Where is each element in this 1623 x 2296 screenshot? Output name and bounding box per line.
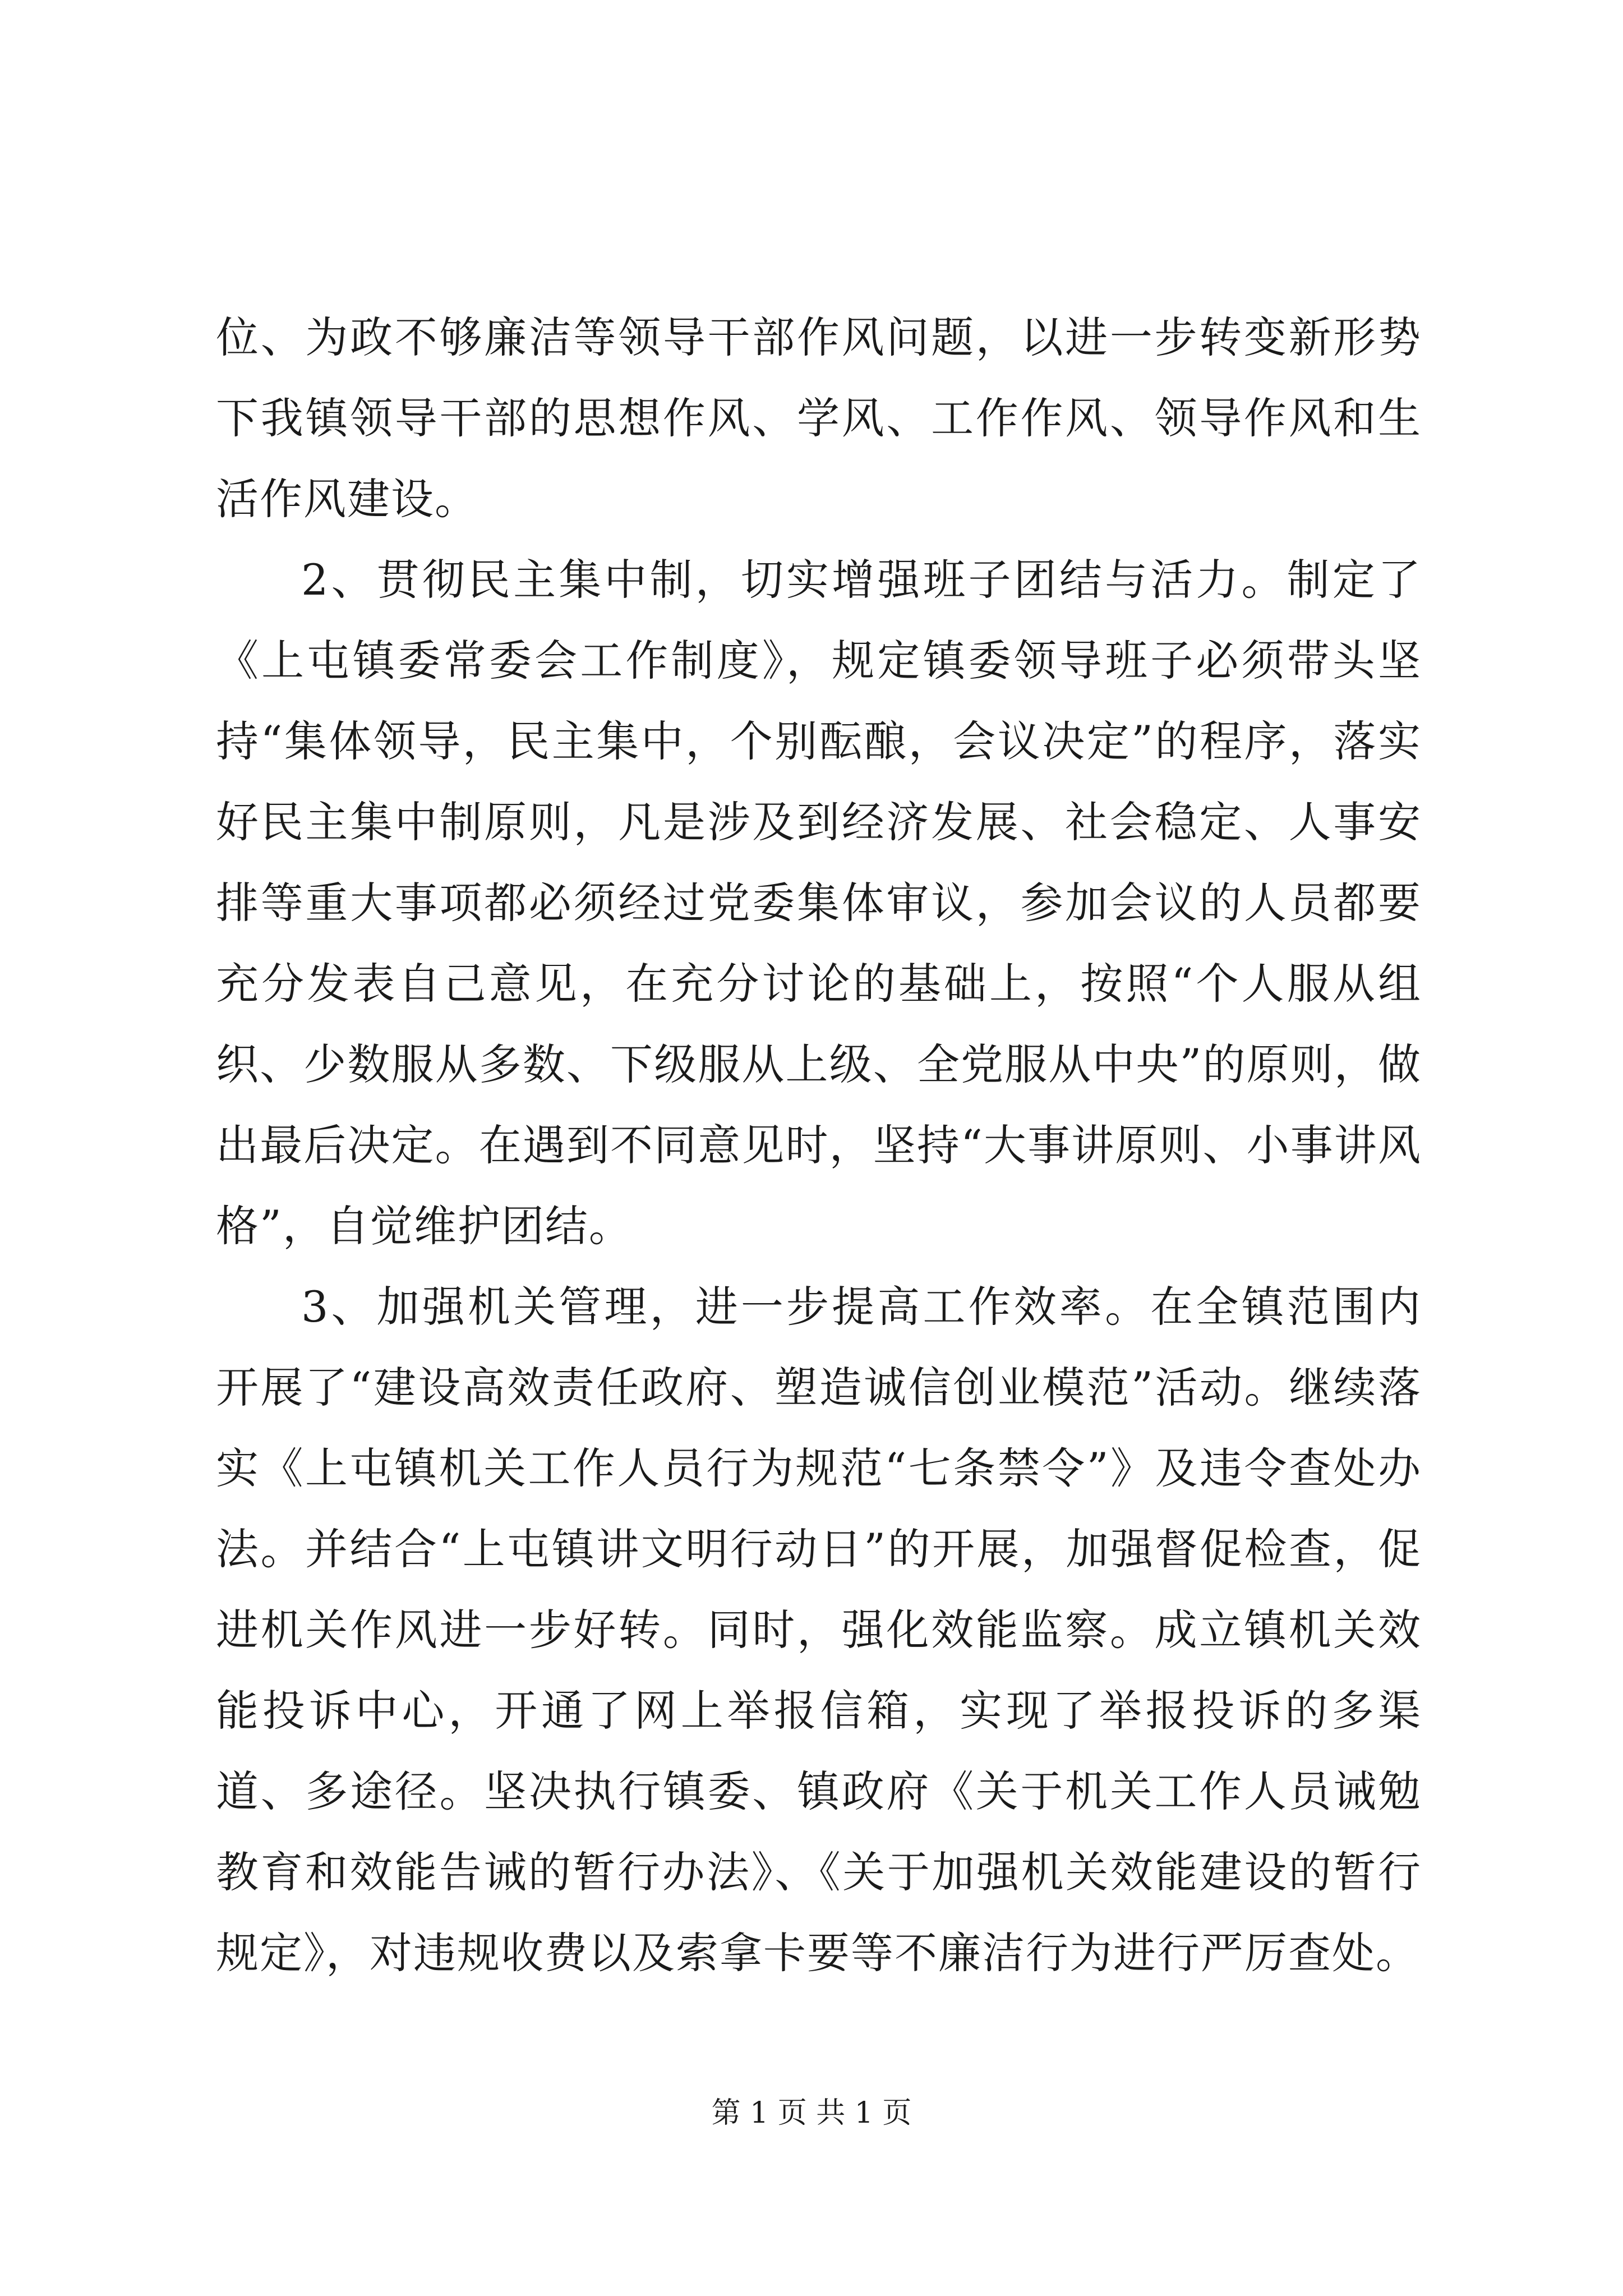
paragraph-item-3: 3、加强机关管理，进一步提高工作效率。在全镇范围内开展了“建设高效责任政府、塑造诚信创业模范”活动。继续落实《上屯镇机关工作人员行为规范“七条禁令”》及违令查处办法。并结合“上屯镇讲文明行动日”的开展，加强督促检查，促进机关作风进一步好转。同时，强化效能监察。成立镇机关效能投诉中心，开通了网上举报信箱，实现了举报投诉的多渠道、多途径。坚决执行镇委、镇政府《关于机关工作人员诫勉教育和效能告诫的暂行办法》、《关于加强机关效能建设的暂行规定》，对违规收费以及索拿卡要等不廉洁行为进行严厉查处。 [216,1282,1422,1978]
page-footer: 第 1 页 共 1 页 [711,2096,912,2130]
document-body [216,297,1422,1994]
paragraph-continuation: 位、为政不够廉洁等领导干部作风问题，以进一步转变新形势下我镇领导干部的思想作风、学风、工作作风、领导作风和生活作风建设。 [216,312,1422,524]
paragraph-item-2: 2、贯彻民主集中制，切实增强班子团结与活力。制定了《上屯镇委常委会工作制度》，规定镇委领导班子必须带头坚持“集体领导，民主集中，个别酝酿，会议决定”的程序，落实好民主集中制原则，凡是涉及到经济发展、社会稳定、人事安排等重大事项都必须经过党委集体审议，参加会议的人员都要充分发表自己意见，在充分讨论的基础上，按照“个人服从组织、少数服从多数、下级服从上级、全党服从中央”的原则，做出最后决定。在遇到不同意见时，坚持“大事讲原则、小事讲风格”，自觉维护团结。 [216,555,1422,1251]
